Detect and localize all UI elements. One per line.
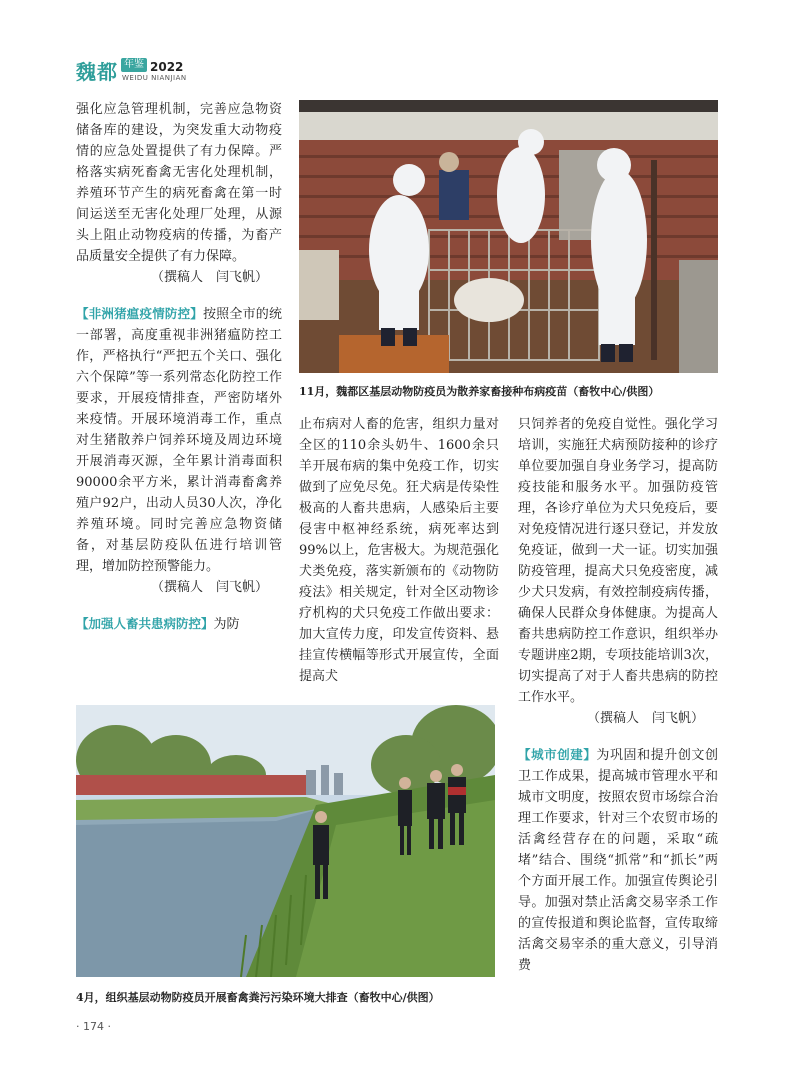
paragraph-zoonosis	[76, 613, 282, 635]
page-number: · 174 ·	[76, 1020, 111, 1033]
middle-column	[299, 414, 499, 687]
logo-year: 2022	[150, 60, 184, 74]
paragraph-rabies-cont: 只饲养者的免疫自觉性。强化学习培训，实施狂犬病预防接种的诊疗单位要加强自身业务学习，提高防疫技能和服务水平。加强防疫管理，各诊疗单位为犬只免疫后，要对免疫情况进行逐只登记，并发放免疫证，做到一犬一证。切实加强防疫管理，提高犬只免疫密度，减少犬只发病，有效控制疫病传播，确保人民群众身体健康。为提高人畜共患病防控工作意识，组织举办专题讲座2期，专项技能培训3次，切实提高了对于人畜共患病的防控工作水平。	[518, 417, 718, 705]
paragraph-text: 按照全市的统一部署，高度重视非洲猪瘟防控工作，严格执行“严把五个关口、强化六个保障”等一系列常态化防控工作要求，开展疫情排查，严密防堵外来疫情。开展环境消毒工作，重点对生猪散养户饲养环境及周边环境开展消毒灭源，全年累计消毒面积90000余平方米，累计消毒畜禽养殖户92户，出动人员30人次，净化养殖环境。同时完善应急物资储备，对基层防疫队伍进行培训管理，增加防控预警能力。	[76, 307, 282, 574]
paragraph-emergency: 强化应急管理机制，完善应急物资储备库的建设，为突发重大动物疫情的应急处置提供了有力保障。严格落实病死畜禽无害化处理机制，养殖环节产生的病死畜禽在第一时间运送至无害化处理厂处理，从源头上阻止动物疫病的传播，为畜产品质量安全提供了有力保障。	[76, 102, 282, 264]
photo-river-inspection	[76, 705, 495, 977]
photo-vaccination	[299, 100, 718, 373]
paragraph-rabies: 止布病对人畜的危害，组织力量对全区的110余头奶牛、1600余只羊开展布病的集中免疫工作，切实做到了应免尽免。狂犬病是传染性极高的人畜共患病，人感染后主要侵害中枢神经系统，病死率达到99%以上，危害极大。为规范强化犬类免疫，落实新颁布的《动物防疫法》相关规定，针对全区动物诊疗机构的犬只免疫工作做出要求：加大宣传力度，印发宣传资料、悬挂宣传横幅等形式开展宣传，全面提高犬	[299, 417, 499, 684]
paragraph-text: 为防	[213, 617, 240, 632]
yearbook-logo	[76, 56, 196, 86]
logo-subtitle: WEIDU NIANJIAN	[122, 74, 187, 82]
paragraph-text: 为巩固和提升创文创卫工作成果，提高城市管理水平和城市文明度，按照农贸市场综合治理工作要求，针对三个农贸市场的活禽经营存在的问题，采取“疏堵”结合、围绕“抓常”和“抓长”两个方面开展工作。加强宣传舆论引导。加强对禁止活禽交易宰杀工作的宣传报道和舆论监督，宣传取缔活禽交易宰杀的重大意义，引导消费	[518, 748, 718, 973]
paragraph-swine-fever	[76, 303, 282, 577]
river-scene	[76, 705, 495, 977]
section-heading: 【城市创建】	[518, 747, 597, 762]
left-column	[76, 99, 282, 635]
paragraph-city	[518, 744, 718, 976]
vaccination-scene	[299, 100, 718, 373]
author-line: （撰稿人 闫飞帆）	[586, 711, 704, 726]
right-column	[518, 414, 718, 976]
section-heading: 【非洲猪瘟疫情防控】	[76, 306, 203, 321]
logo-seal: 年鉴	[121, 58, 147, 72]
photo-caption-bottom: 4月，组织基层动物防疫员开展畜禽粪污污染环境大排查（畜牧中心/供图）	[76, 991, 440, 1004]
author-line: （撰稿人 闫飞帆）	[150, 270, 268, 285]
photo-caption-top: 11月，魏都区基层动物防疫员为散养家畜接种布病疫苗（畜牧中心/供图）	[299, 385, 660, 398]
section-heading: 【加强人畜共患病防控】	[76, 616, 214, 631]
logo-title: 魏都	[76, 60, 118, 84]
author-line: （撰稿人 闫飞帆）	[150, 580, 268, 595]
